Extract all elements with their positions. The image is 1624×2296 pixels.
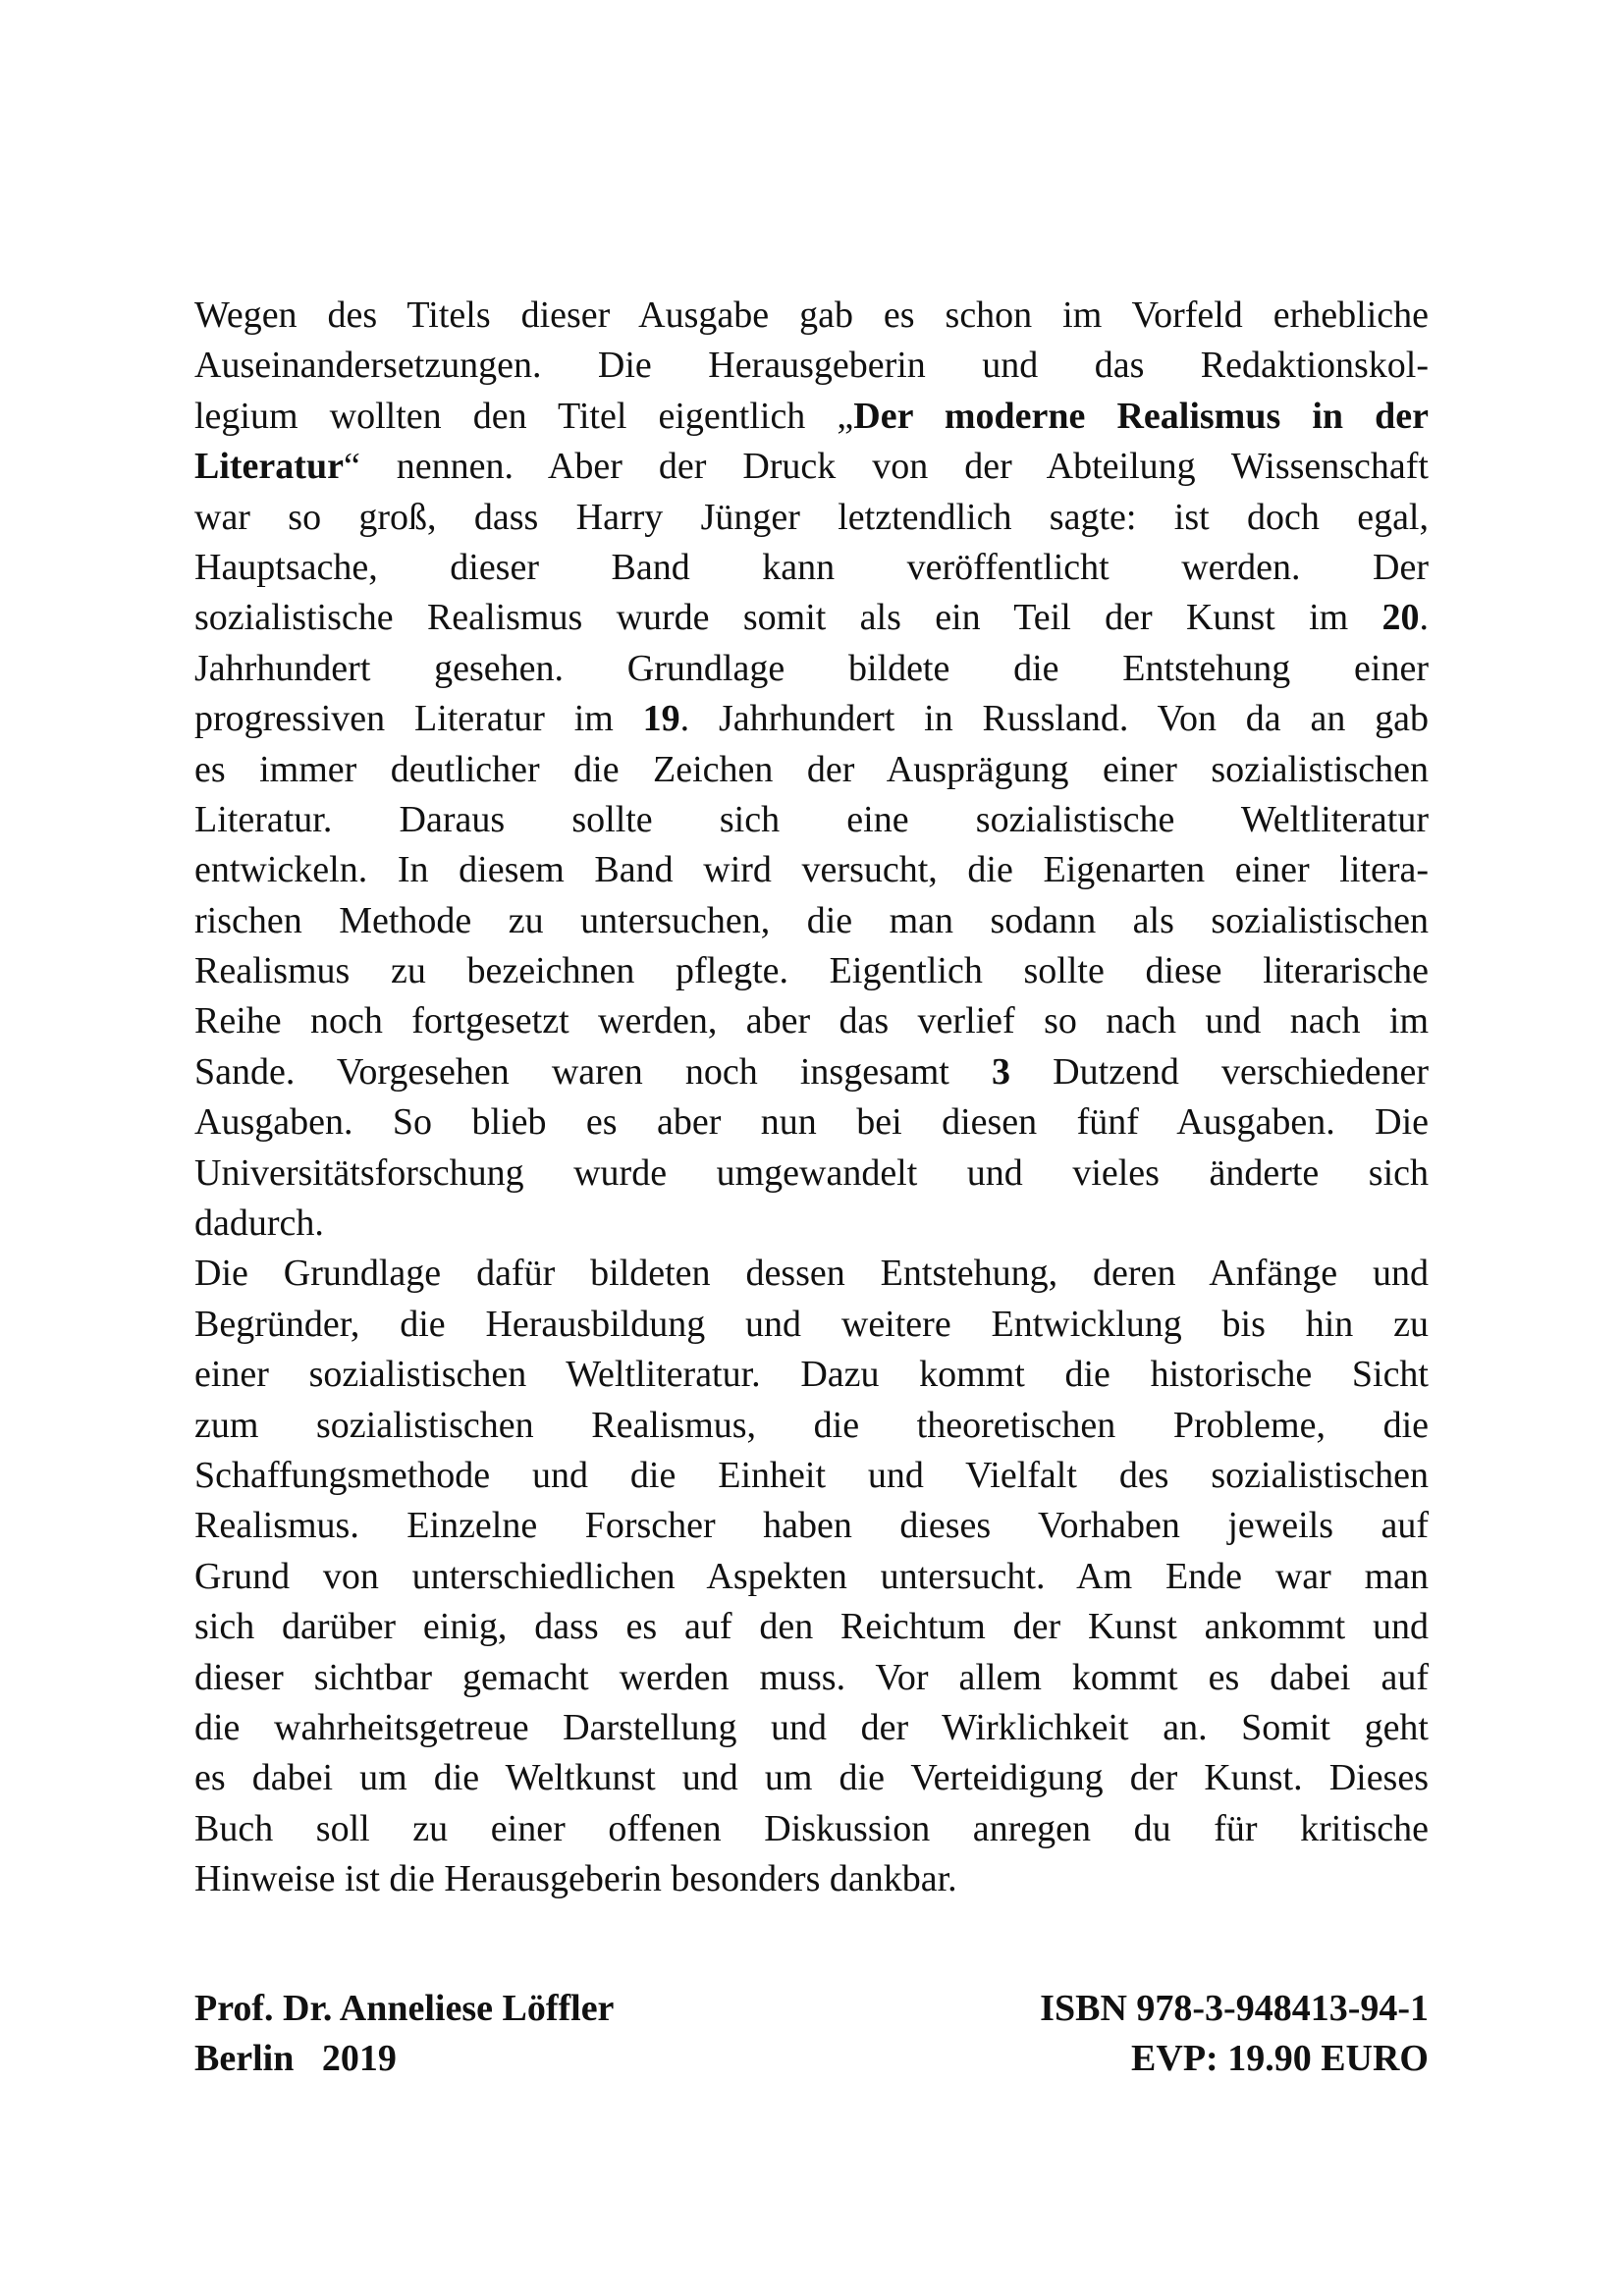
text-line (194, 1401, 1429, 1451)
price: EVP: 19.90 EURO (1131, 2038, 1429, 2079)
text-line (194, 1854, 1429, 1904)
text-line (194, 291, 1429, 341)
text-line (194, 1097, 1429, 1148)
paragraph (194, 1249, 1429, 1904)
text-line (194, 1451, 1429, 1501)
text-line (194, 795, 1429, 845)
bold-segment: Der moderne Realismus in der (853, 395, 1430, 437)
text-segment: sich darüber einig, dass es auf den Reichtum der Kunst ankommt und (194, 1606, 1429, 1648)
text-segment: Begründer, die Herausbildung und weitere Entwicklung bis hin zu (194, 1303, 1429, 1345)
text-segment: Grund von unterschiedlichen Aspekten untersucht. Am Ende war man (194, 1555, 1429, 1597)
body-text (194, 291, 1429, 1905)
text-segment: Realismus. Einzelne Forscher haben dieses Vorhaben jeweils auf (194, 1505, 1429, 1547)
paragraph (194, 291, 1429, 1249)
author-name: Prof. Dr. Anneliese Löffler (194, 1988, 615, 2029)
text-line (194, 1249, 1429, 1299)
text-line (194, 1199, 1429, 1249)
text-segment: Sande. Vorgesehen waren noch insgesamt (194, 1050, 992, 1093)
text-segment: . Jahrhundert in Russland. Von da an gab (679, 698, 1430, 740)
text-line (194, 1552, 1429, 1602)
text-line (194, 493, 1429, 543)
text-segment: es dabei um die Weltkunst und um die Verteidigung der Kunst. Dieses (194, 1757, 1429, 1799)
footer-row-1 (194, 1987, 1429, 2038)
text-segment: es immer deutlicher die Zeichen der Ausprägung einer sozialistischen (194, 748, 1429, 790)
text-segment: Ausgaben. So blieb es aber nun bei diesen fünf Ausgaben. Die (194, 1101, 1429, 1144)
text-segment: Jahrhundert gesehen. Grundlage bildete die Entstehung einer (194, 647, 1429, 689)
text-segment: legium wollten den Titel eigentlich „ (194, 395, 854, 437)
text-line (194, 1653, 1429, 1703)
text-segment: Buch soll zu einer offenen Diskussion anregen du für kritische (194, 1807, 1429, 1849)
text-segment: die wahrheitsgetreue Darstellung und der Wirklichkeit an. Somit geht (194, 1706, 1429, 1748)
text-segment: Schaffungsmethode und die Einheit und Vielfalt des sozialistischen (194, 1454, 1429, 1496)
text-line (194, 644, 1429, 694)
place-year: Berlin 2019 (194, 2038, 397, 2079)
text-line (194, 896, 1429, 946)
text-line (194, 1703, 1429, 1753)
footer-row-2 (194, 2037, 1429, 2088)
text-line (194, 543, 1429, 593)
text-line (194, 946, 1429, 996)
text-segment: Literatur. Daraus sollte sich eine sozialistische Weltliteratur (194, 798, 1429, 840)
text-segment: Reihe noch fortgesetzt werden, aber das verlief so nach und nach im (194, 1000, 1429, 1042)
bold-segment: 3 (991, 1050, 1010, 1093)
text-segment: einer sozialistischen Weltliteratur. Dazu kommt die historische Sicht (194, 1354, 1429, 1396)
text-segment: entwickeln. In diesem Band wird versucht, die Eigenarten einer litera- (194, 849, 1429, 891)
bold-segment: Literatur (194, 446, 344, 488)
text-line (194, 1350, 1429, 1400)
text-segment: dadurch. (194, 1202, 324, 1245)
text-segment: “ nennen. Aber der Druck von der Abteilung Wissenschaft (343, 446, 1429, 488)
text-line (194, 694, 1429, 744)
text-line (194, 1300, 1429, 1350)
text-line (194, 392, 1429, 442)
text-line (194, 1804, 1429, 1854)
text-line (194, 1501, 1429, 1551)
isbn: ISBN 978-3-948413-94-1 (1040, 1988, 1429, 2029)
text-segment: war so groß, dass Harry Jünger letztendlich sagte: ist doch egal, (194, 496, 1429, 538)
bold-segment: 19 (642, 698, 680, 740)
text-segment: rischen Methode zu untersuchen, die man sodann als sozialistischen (194, 899, 1429, 941)
text-line (194, 1148, 1429, 1199)
text-line (194, 442, 1429, 492)
text-segment: Hauptsache, dieser Band kann veröffentlicht werden. Der (194, 546, 1429, 588)
text-segment: progressiven Literatur im (194, 698, 643, 740)
text-line (194, 593, 1429, 643)
text-segment: zum sozialistischen Realismus, die theoretischen Probleme, die (194, 1404, 1429, 1446)
text-segment: Die Grundlage dafür bildeten dessen Entstehung, deren Anfänge und (194, 1253, 1429, 1295)
text-line (194, 1047, 1429, 1097)
text-segment: . (1419, 597, 1429, 639)
text-line (194, 1753, 1429, 1803)
text-line (194, 341, 1429, 391)
text-line (194, 845, 1429, 895)
text-segment: Hinweise ist die Herausgeberin besonders dankbar. (194, 1858, 957, 1900)
text-segment: Dutzend verschiedener (1009, 1050, 1429, 1093)
text-line (194, 996, 1429, 1046)
bold-segment: 20 (1381, 597, 1420, 639)
text-line (194, 1602, 1429, 1652)
text-line (194, 745, 1429, 795)
text-segment: Auseinandersetzungen. Die Herausgeberin und das Redaktionskol- (194, 345, 1429, 387)
text-segment: Realismus zu bezeichnen pflegte. Eigentlich sollte diese literarische (194, 950, 1429, 992)
text-segment: Universitätsforschung wurde umgewandelt und vieles änderte sich (194, 1151, 1429, 1194)
text-segment: Wegen des Titels dieser Ausgabe gab es schon im Vorfeld erhebliche (194, 294, 1429, 336)
text-segment: sozialistische Realismus wurde somit als ein Teil der Kunst im (194, 597, 1382, 639)
text-segment: dieser sichtbar gemacht werden muss. Vor allem kommt es dabei auf (194, 1656, 1429, 1698)
